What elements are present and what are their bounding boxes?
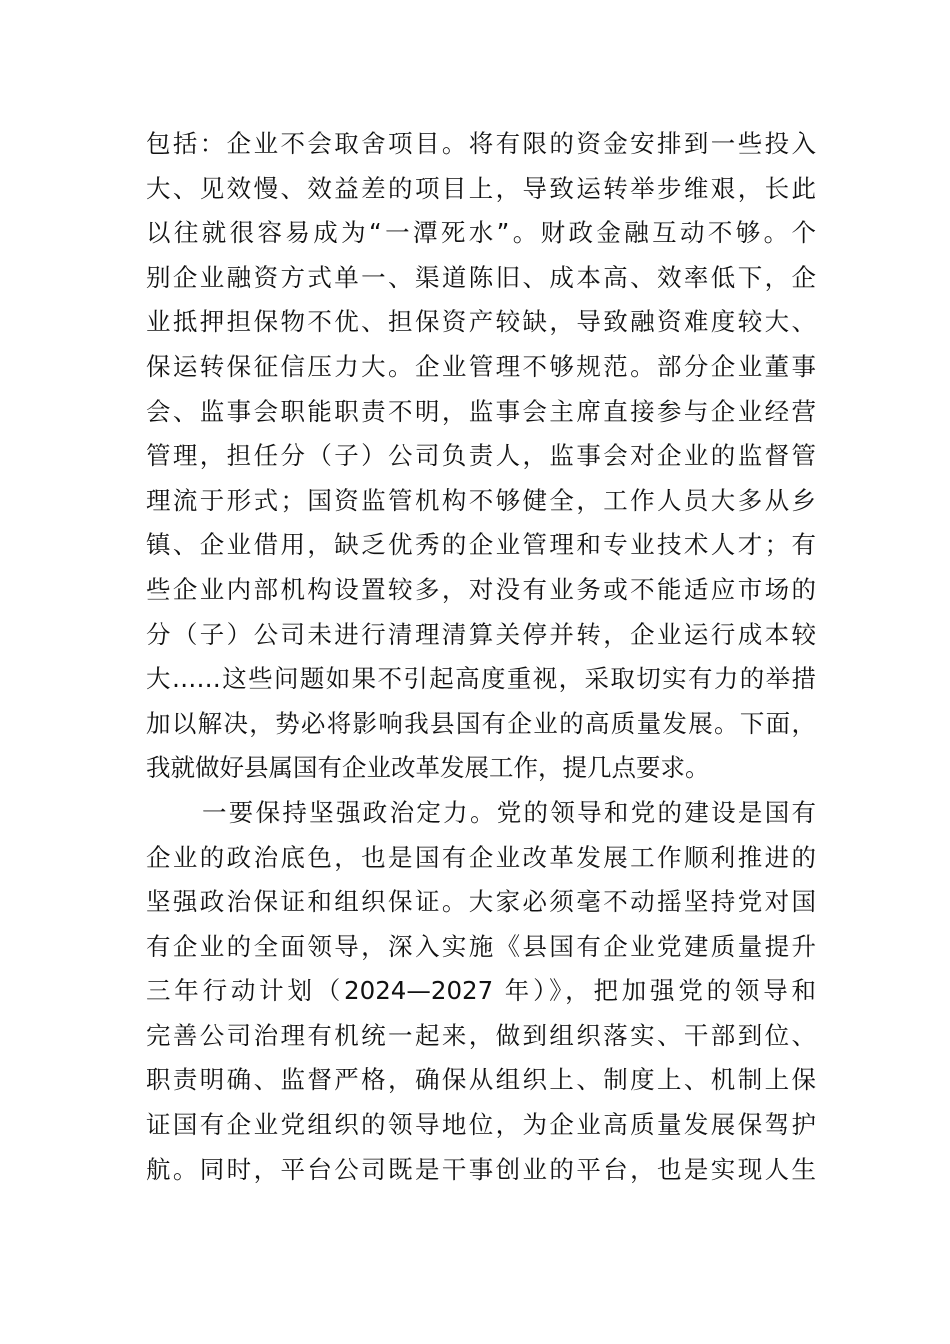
text-line: 管理，担任分（子）公司负责人，监事会对企业的监督管 — [146, 441, 816, 471]
text-line: 三年行动计划（2024—2027 年）》，把加强党的领导和 — [146, 976, 816, 1006]
text-line: 完善公司治理有机统一起来，做到组织落实、干部到位、 — [146, 1020, 816, 1050]
text-line: 分（子）公司未进行清理清算关停并转，企业运行成本较 — [146, 619, 816, 649]
text-line: 有企业的全面领导，深入实施《县国有企业党建质量提升 — [146, 931, 816, 961]
paragraph-first-line: 一要保持坚强政治定力。党的领导和党的建设是国有 — [202, 797, 816, 827]
text-line: 包括：企业不会取舍项目。将有限的资金安排到一些投入 — [146, 129, 816, 158]
text-line: 会、监事会职能职责不明，监事会主席直接参与企业经营 — [146, 396, 816, 426]
text-line: 我就做好县属国有企业改革发展工作，提几点要求。 — [146, 753, 710, 783]
text-line: 职责明确、监督严格，确保从组织上、制度上、机制上保 — [146, 1065, 816, 1095]
text-line: 保运转保征信压力大。企业管理不够规范。部分企业董事 — [146, 351, 816, 381]
text-line: 以往就很容易成为“一潭死水”。财政金融互动不够。个 — [146, 218, 816, 248]
text-line: 些企业内部机构设置较多，对没有业务或不能适应市场的 — [146, 574, 816, 604]
text-line: 理流于形式；国资监管机构不够健全，工作人员大多从乡 — [146, 485, 816, 515]
text-line: 镇、企业借用，缺乏优秀的企业管理和专业技术人才；有 — [146, 530, 816, 560]
text-line: 大、见效慢、效益差的项目上，导致运转举步维艰，长此 — [146, 173, 816, 203]
body-text — [146, 122, 816, 1192]
text-line: 大……这些问题如果不引起高度重视，采取切实有力的举措 — [146, 664, 816, 694]
text-line: 证国有企业党组织的领导地位，为企业高质量发展保驾护 — [146, 1110, 816, 1140]
text-line: 别企业融资方式单一、渠道陈旧、成本高、效率低下，企 — [146, 262, 816, 292]
text-line: 业抵押担保物不优、担保资产较缺，导致融资难度较大、 — [146, 307, 816, 337]
text-line: 企业的政治底色，也是国有企业改革发展工作顺利推进的 — [146, 842, 816, 872]
text-line: 航。同时，平台公司既是干事创业的平台，也是实现人生 — [146, 1154, 816, 1184]
text-line: 坚强政治保证和组织保证。大家必须毫不动摇坚持党对国 — [146, 887, 816, 917]
text-line: 加以解决，势必将影响我县国有企业的高质量发展。下面， — [146, 708, 816, 738]
